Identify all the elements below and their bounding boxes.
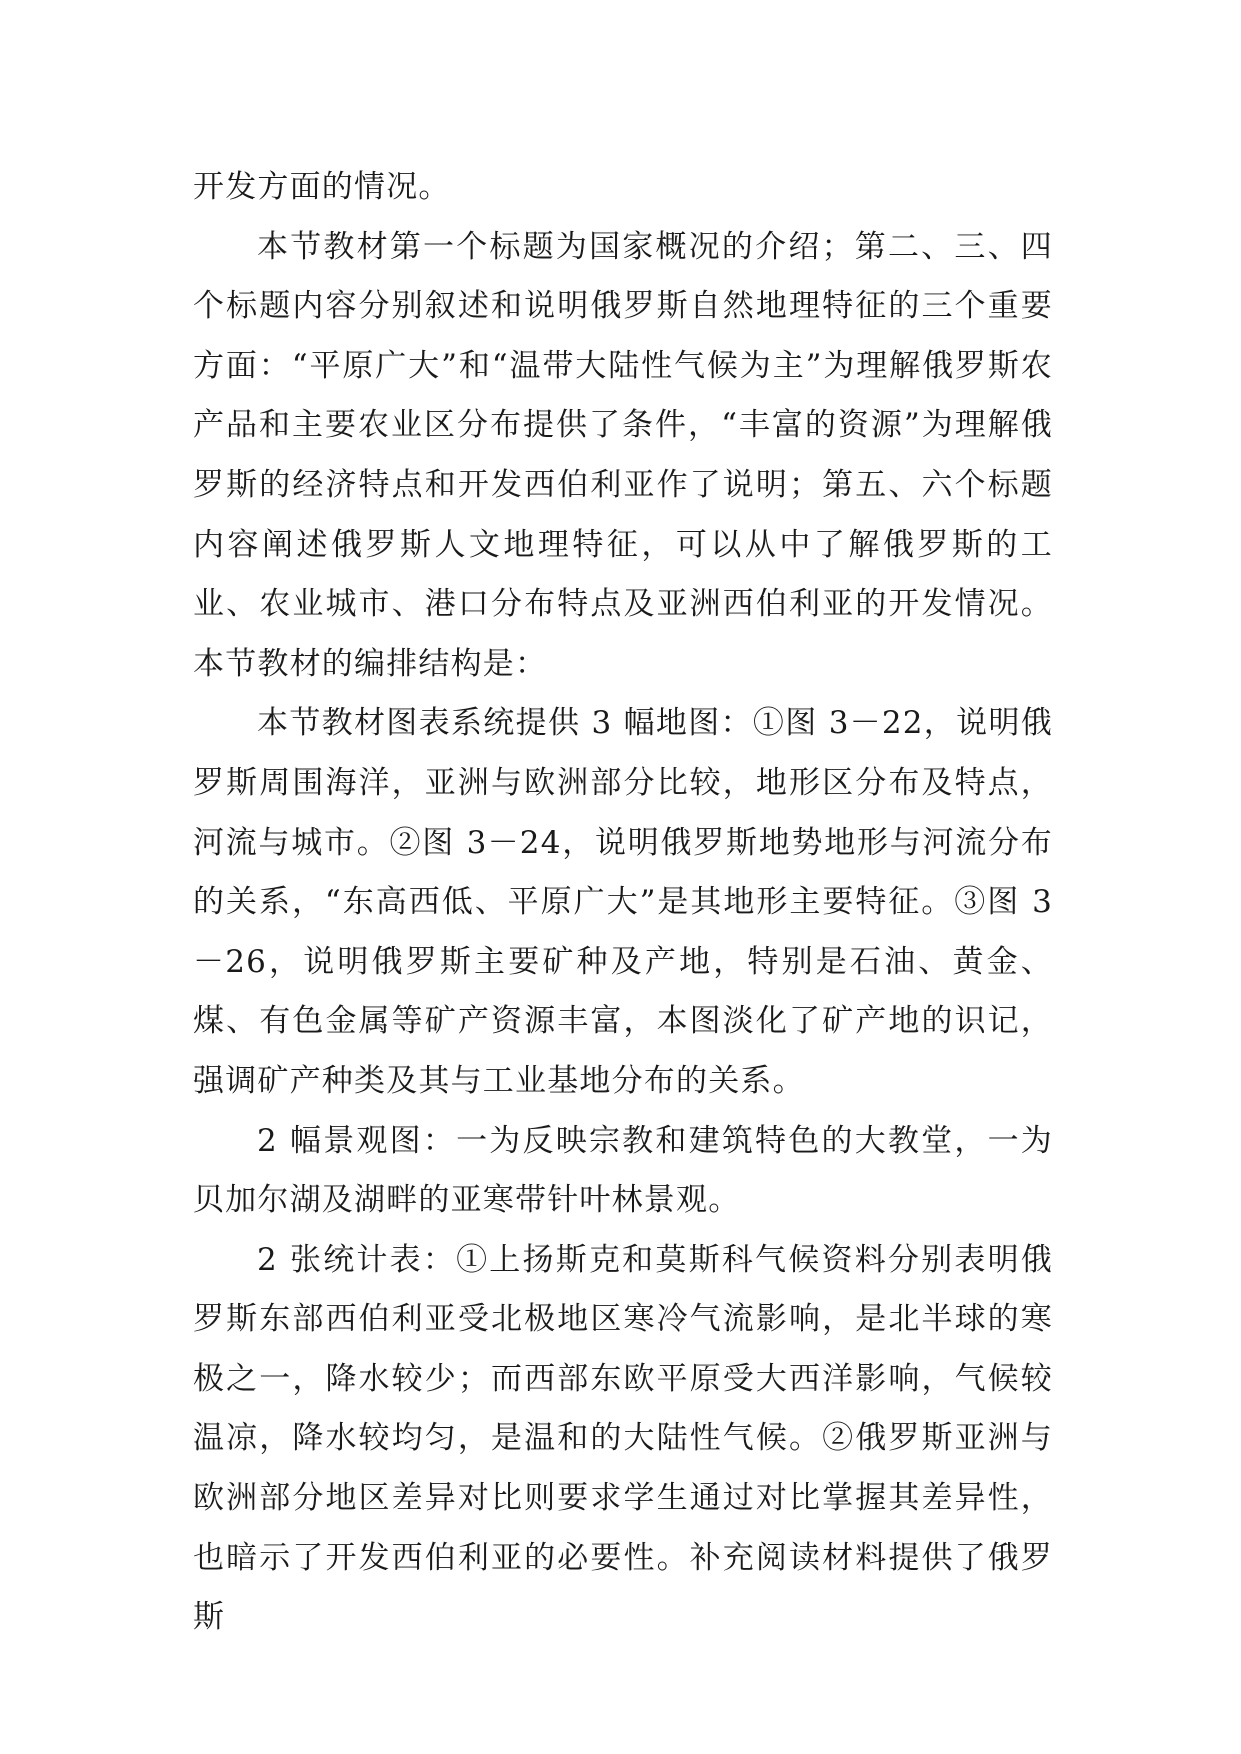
paragraph-statistics-tables: 2 张统计表：①上扬斯克和莫斯科气候资料分别表明俄罗斯东部西伯利亚受北极地区寒冷气流影响，是北半球的寒极之一，降水较少；而西部东欧平原受大西洋影响，气候较温凉，降水较均匀，是温和的大陆性气候。②俄罗斯亚洲与欧洲部分地区差异对比则要求学生通过对比掌握其差异性，也暗示了开发西伯利亚的必要性。补充阅读材料提供了俄罗斯 [193,1241,1053,1636]
paragraph-landscape-images: 2 幅景观图：一为反映宗教和建筑特色的大教堂，一为贝加尔湖及湖畔的亚寒带针叶林景观。 [193,1122,1053,1219]
document-body [193,158,1053,1648]
paragraph-maps: 本节教材图表系统提供 3 幅地图：①图 3－22，说明俄罗斯周围海洋，亚洲与欧洲部分比较，地形区分布及特点，河流与城市。②图 3－24，说明俄罗斯地势地形与河流分布的关系，“东高西低、平原广大”是其地形主要特征。③图 3－26，说明俄罗斯主要矿种及产地，特别是石油、黄金、煤、有色金属等矿产资源丰富，本图淡化了矿产地的识记，强调矿产种类及其与工业基地分布的关系。 [193,705,1053,1099]
paragraph-structure-overview: 本节教材第一个标题为国家概况的介绍；第二、三、四个标题内容分别叙述和说明俄罗斯自然地理特征的三个重要方面：“平原广大”和“温带大陆性气候为主”为理解俄罗斯农产品和主要农业区分布提供了条件，“丰富的资源”为理解俄罗斯的经济特点和开发西伯利亚作了说明；第五、六个标题内容阐述俄罗斯人文地理特征，可以从中了解俄罗斯的工业、农业城市、港口分布特点及亚洲西伯利亚的开发情况。本节教材的编排结构是： [193,228,1053,682]
paragraph-continuation: 开发方面的情况。 [193,169,451,205]
